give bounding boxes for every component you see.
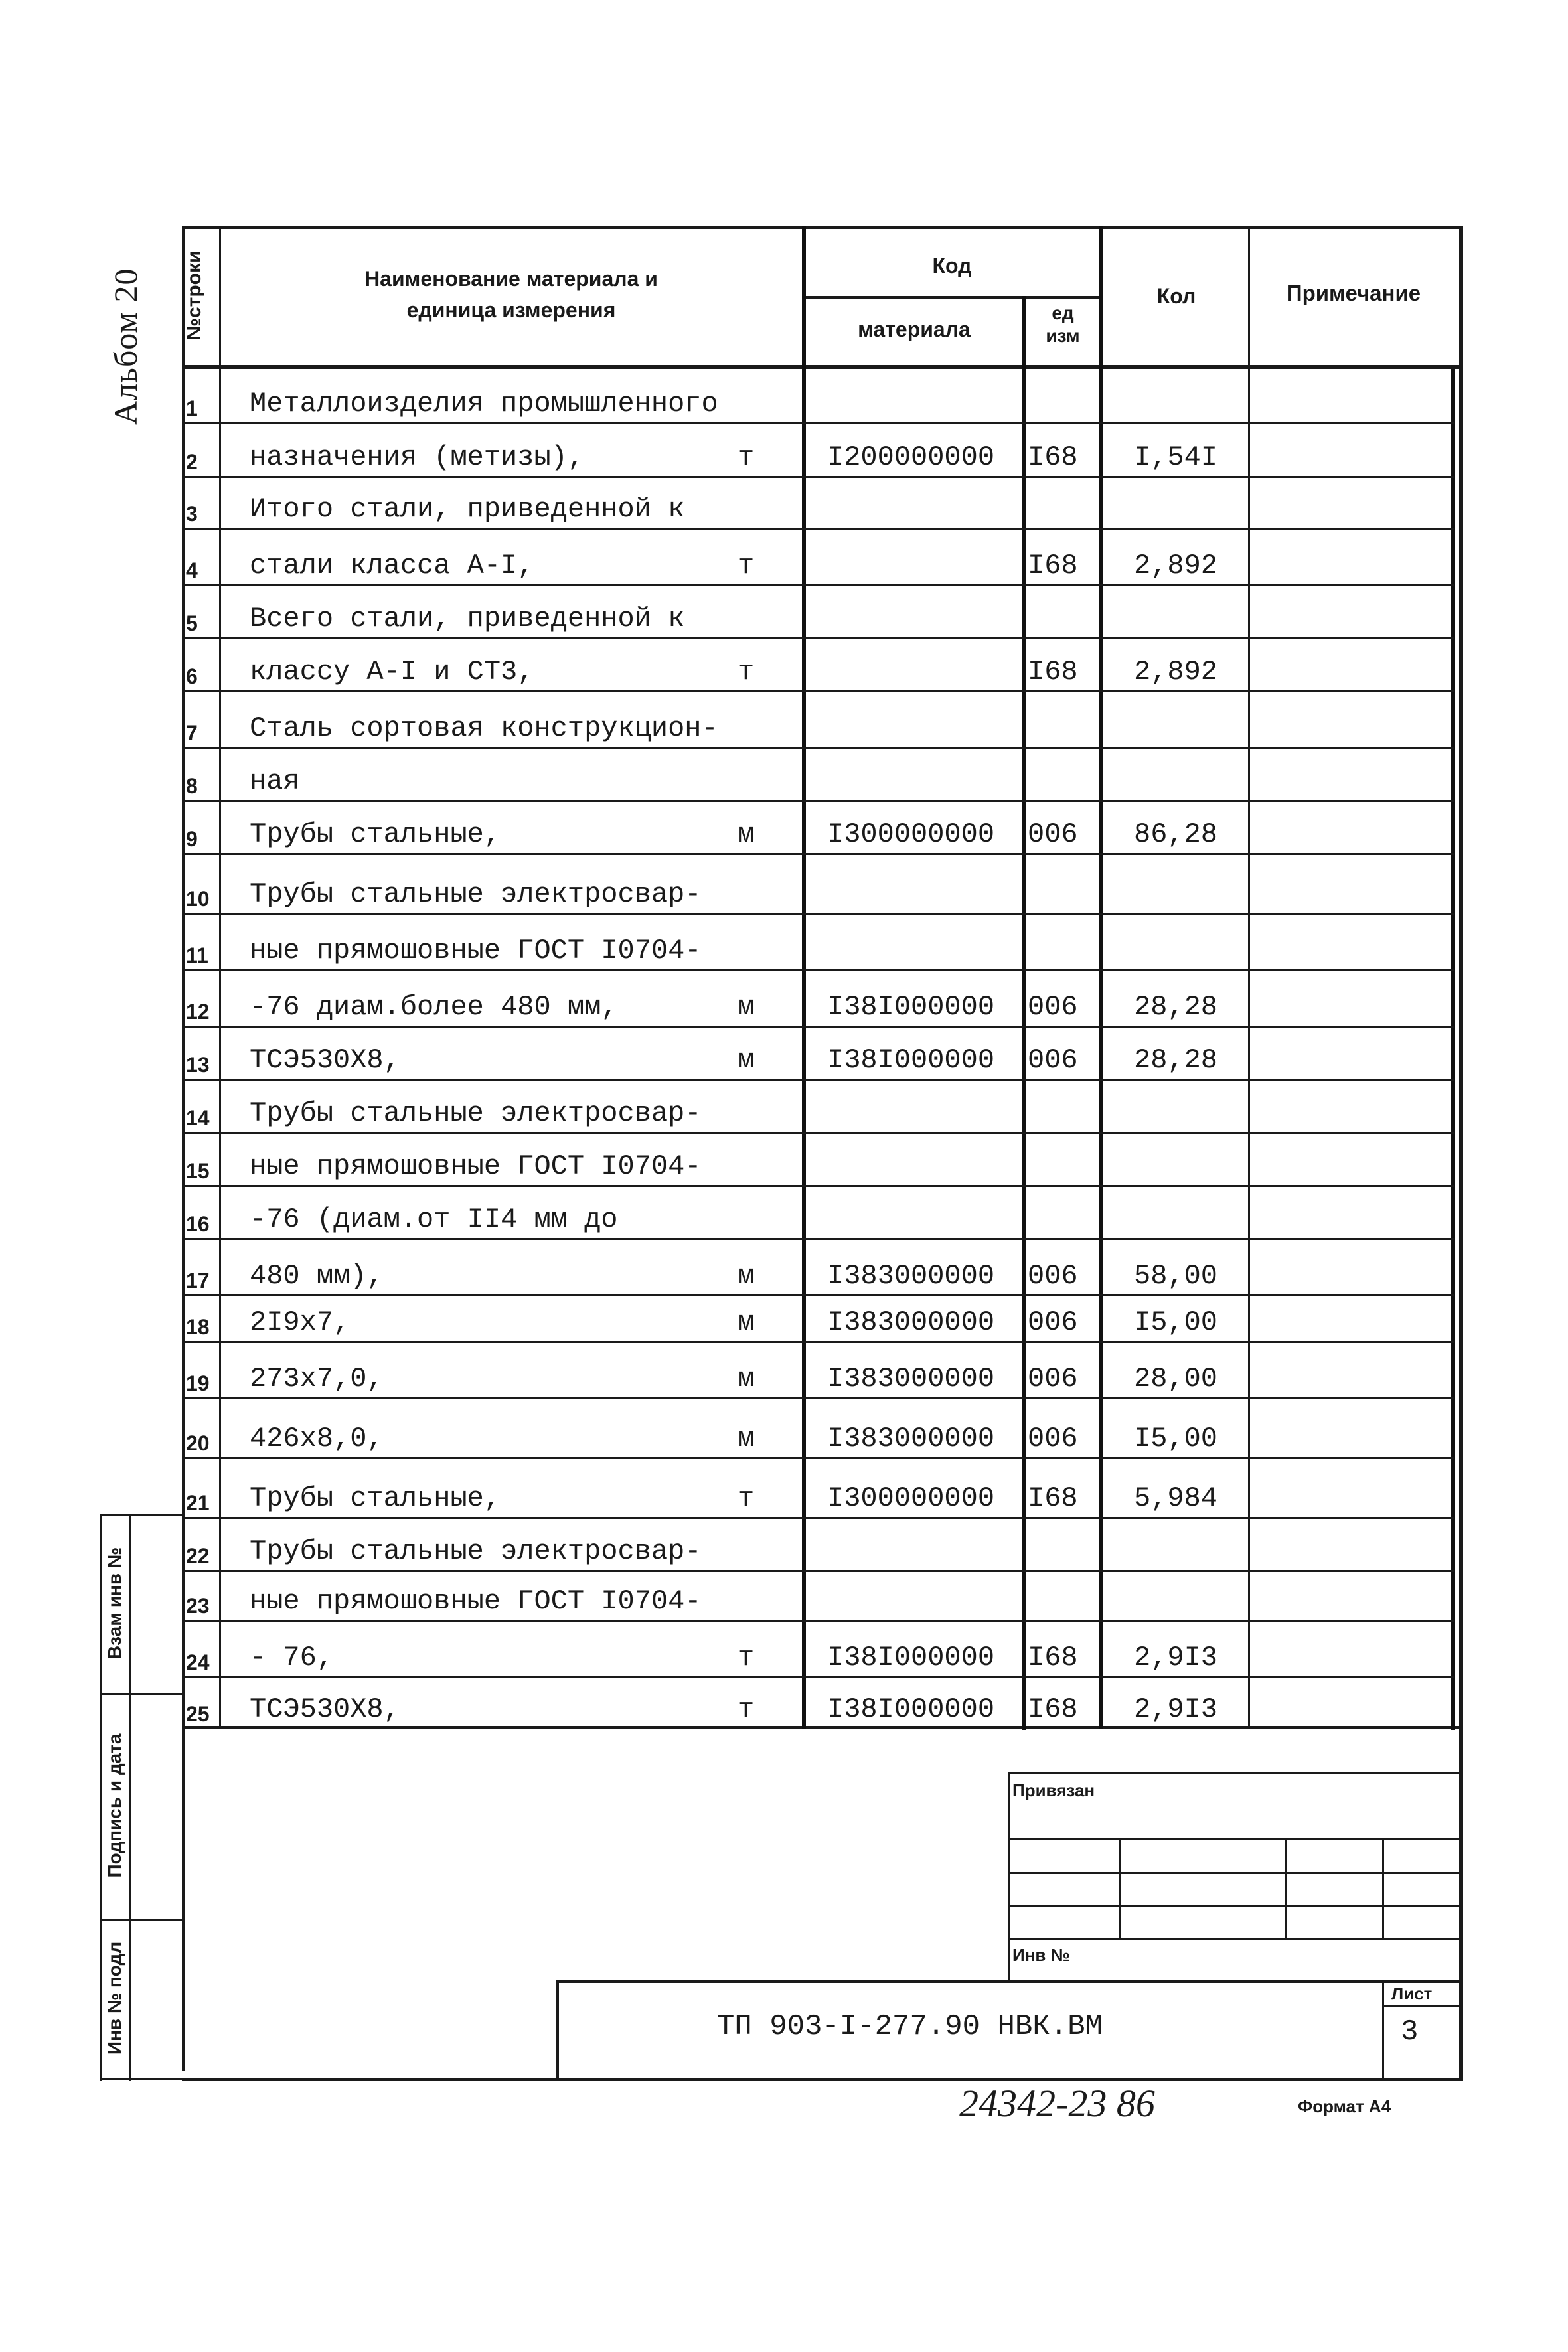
material-code: I38I000000: [827, 991, 995, 1023]
material-name: Трубы стальные электросвар-: [250, 1535, 702, 1567]
unit: т: [738, 656, 755, 688]
unit-code: I68: [1028, 1642, 1078, 1674]
row-number: 7: [186, 721, 198, 745]
material-name: ные прямошовные ГОСТ I0704-: [250, 935, 702, 967]
quantity: 28,00: [1133, 1363, 1218, 1395]
row-number: 14: [186, 1106, 210, 1130]
unit-header-line2: изм: [1046, 325, 1080, 346]
quantity: I5,00: [1133, 1423, 1218, 1454]
unit: т: [738, 1693, 755, 1725]
unit: м: [738, 1260, 755, 1292]
material-name: назначения (метизы),: [250, 441, 585, 473]
material-name: Сталь сортовая конструкцион-: [250, 712, 718, 744]
row-number: 12: [186, 1000, 210, 1024]
linked-label: Привязан: [1012, 1780, 1095, 1800]
row-number: 23: [186, 1594, 210, 1618]
signature-date-label: Подпись и дата: [104, 1733, 125, 1878]
row-number: 5: [186, 611, 198, 635]
row-number: 9: [186, 827, 198, 851]
material-name: стали класса А-I,: [250, 550, 534, 582]
unit: т: [738, 1642, 755, 1674]
table-row: [183, 637, 1451, 690]
table-row: [183, 1397, 1451, 1457]
quantity: I5,00: [1133, 1306, 1218, 1338]
material-name: Металлоизделия промышленного: [250, 388, 718, 420]
unit: м: [738, 1044, 755, 1076]
unit-code: I68: [1028, 550, 1078, 582]
name-header-line2: единица измерения: [406, 298, 616, 322]
table-row: [183, 584, 1451, 637]
replacement-inventory-label: Взам инв №: [104, 1547, 125, 1660]
material-code: I383000000: [827, 1306, 995, 1338]
table-row: [183, 1294, 1451, 1341]
unit-code: I68: [1028, 656, 1078, 688]
row-number: 3: [186, 502, 198, 526]
row-number: 4: [186, 558, 198, 582]
row-number: 17: [186, 1269, 210, 1293]
material-name: 426х8,0,: [250, 1423, 384, 1454]
material-code: I38I000000: [827, 1642, 995, 1674]
unit-code: I68: [1028, 1693, 1078, 1725]
quantity: 86,28: [1133, 819, 1218, 850]
material-code: I38I000000: [827, 1044, 995, 1076]
table-row: [183, 800, 1451, 853]
unit-code: 006: [1028, 1363, 1078, 1395]
table-row: [183, 528, 1451, 584]
table-row: [183, 913, 1451, 969]
quantity: 2,9I3: [1133, 1693, 1218, 1725]
unit: т: [738, 550, 755, 582]
quantity: 2,9I3: [1133, 1642, 1218, 1674]
sheet-label: Лист: [1391, 1984, 1433, 2003]
material-code: I300000000: [827, 1482, 995, 1514]
table-row: [183, 969, 1451, 1026]
material-name: ные прямошовные ГОСТ I0704-: [250, 1150, 702, 1182]
unit-code: 006: [1028, 1260, 1078, 1292]
table-row: [183, 369, 1451, 422]
sheet-number: 3: [1401, 2015, 1419, 2049]
album-label: Альбом 20: [107, 268, 144, 425]
table-row: [183, 422, 1451, 476]
table-row: [183, 1079, 1451, 1132]
row-number: 21: [186, 1491, 210, 1515]
row-number: 8: [186, 774, 198, 798]
row-number: 22: [186, 1544, 210, 1568]
material-code: I383000000: [827, 1260, 995, 1292]
quantity: I,54I: [1133, 441, 1218, 473]
table-row: [183, 1517, 1451, 1570]
table-row: [183, 1457, 1451, 1517]
table-row: [183, 1238, 1451, 1294]
table-row: [183, 476, 1451, 528]
material-name: Трубы стальные электросвар-: [250, 878, 702, 910]
handwritten-number: 24342-23 86: [959, 2082, 1155, 2125]
document-code: ТП 903-I-277.90 НВК.ВМ: [717, 2010, 1103, 2043]
table-row: [183, 1185, 1451, 1238]
material-code: I38I000000: [827, 1693, 995, 1725]
unit: т: [738, 1482, 755, 1514]
unit: м: [738, 1423, 755, 1454]
material-code: I383000000: [827, 1423, 995, 1454]
row-number: 2: [186, 450, 198, 474]
row-number: 24: [186, 1650, 210, 1674]
row-number: 13: [186, 1053, 210, 1077]
name-header-line1: Наименование материала и: [364, 267, 658, 291]
code-header: Код: [932, 254, 972, 277]
table-row: [183, 1570, 1451, 1620]
material-name: ные прямошовные ГОСТ I0704-: [250, 1585, 702, 1617]
unit: м: [738, 991, 755, 1023]
material-name: 2I9х7,: [250, 1306, 351, 1338]
row-number: 1: [186, 396, 198, 420]
row-number: 20: [186, 1431, 210, 1455]
unit: м: [738, 1363, 755, 1395]
material-name: -76 диам.более 480 мм,: [250, 991, 618, 1023]
table-row: [183, 1026, 1451, 1079]
material-code: I300000000: [827, 819, 995, 850]
material-code: I383000000: [827, 1363, 995, 1395]
table-row: [183, 1620, 1451, 1676]
material-name: 480 мм),: [250, 1260, 384, 1292]
material-name: ТСЭ530Х8,: [250, 1693, 400, 1725]
format-label: Формат А4: [1298, 2096, 1391, 2116]
quantity: 58,00: [1133, 1260, 1218, 1292]
row-number: 6: [186, 665, 198, 688]
row-number: 11: [186, 943, 208, 967]
inventory-number-label: Инв №: [1012, 1945, 1070, 1965]
row-number: 16: [186, 1212, 210, 1236]
material-name: ная: [250, 765, 300, 797]
unit-header-line1: ед: [1052, 303, 1074, 323]
material-name: - 76,: [250, 1642, 334, 1674]
unit: т: [738, 441, 755, 473]
material-header: материала: [858, 317, 971, 341]
row-number: 10: [186, 887, 210, 911]
quantity: 2,892: [1133, 550, 1218, 582]
unit-code: 006: [1028, 991, 1078, 1023]
original-inventory-label: Инв № подл: [104, 1941, 125, 2055]
material-name: Итого стали, приведенной к: [250, 493, 685, 525]
unit-code: I68: [1028, 441, 1078, 473]
unit-code: 006: [1028, 1044, 1078, 1076]
row-number: 15: [186, 1159, 210, 1183]
table-row: [183, 1132, 1451, 1185]
table-row: [183, 1341, 1451, 1397]
table-row: [183, 747, 1451, 800]
material-name: Всего стали, приведенной к: [250, 603, 685, 635]
material-name: Трубы стальные электросвар-: [250, 1097, 702, 1129]
table-row: [183, 690, 1451, 747]
unit-code: 006: [1028, 1306, 1078, 1338]
note-header: Примечание: [1286, 281, 1421, 305]
quantity: 28,28: [1133, 1044, 1218, 1076]
quantity: 28,28: [1133, 991, 1218, 1023]
unit: м: [738, 819, 755, 850]
row-number-header: №строки: [183, 250, 205, 341]
quantity: 5,984: [1133, 1482, 1218, 1514]
material-name: ТСЭ530Х8,: [250, 1044, 400, 1076]
material-name: -76 (диам.от II4 мм до: [250, 1204, 618, 1235]
material-name: Трубы стальные,: [250, 1482, 501, 1514]
qty-header: Кол: [1156, 284, 1196, 308]
material-name: 273х7,0,: [250, 1363, 384, 1395]
unit-code: I68: [1028, 1482, 1078, 1514]
material-name: Трубы стальные,: [250, 819, 501, 850]
unit-code: 006: [1028, 1423, 1078, 1454]
unit: м: [738, 1306, 755, 1338]
row-number: 19: [186, 1372, 210, 1395]
row-number: 25: [186, 1702, 210, 1726]
table-row: [183, 853, 1451, 913]
material-name: классу А-I и СТ3,: [250, 656, 534, 688]
unit-code: 006: [1028, 819, 1078, 850]
row-number: 18: [186, 1315, 210, 1339]
quantity: 2,892: [1133, 656, 1218, 688]
table-row: [183, 1676, 1451, 1728]
material-code: I200000000: [827, 441, 995, 473]
